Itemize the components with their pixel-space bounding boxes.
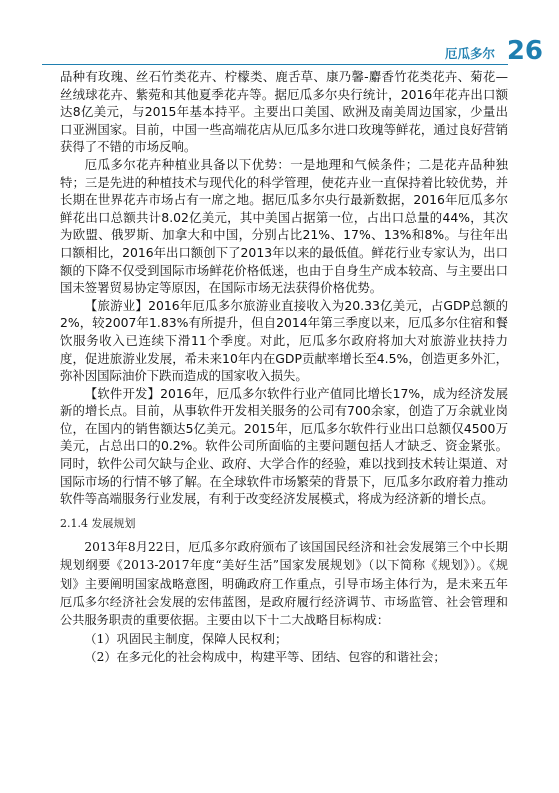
- header-divider: [42, 64, 508, 65]
- page-number: 26: [506, 36, 543, 66]
- list-item-goal-2: （2）在多元化的社会构成中，构建平等、团结、包容的和谐社会；: [84, 650, 446, 665]
- paragraph-flowers-continued: 品种有玫瑰、丝石竹类花卉、柠檬类、鹿舌草、康乃馨-麝香竹花类花卉、菊花—丝绒球花卉、紫菀和其他夏季花卉等。据厄瓜多尔央行统计，2016年花卉出口额达8亿美元，与2015年基本持平。主要出口美国、欧洲及南美周边国家，少量出口亚洲国家。目前，中国一些高端花店从厄瓜多尔进口玫瑰等鲜花，通过良好营销获得了不错的市场反响。: [60, 69, 508, 155]
- paragraph-software: 【软件开发】2016年，厄瓜多尔软件行业产值同比增长17%，成为经济发展新的增长点。目前，从事软件开发相关服务的公司有700余家，创造了万余就业岗位，在国内的销售额达5亿美元。2015年，厄瓜多尔软件行业出口总额仅4500万美元，占总出口的0.2%。软件公司所面临的主要问题包括人才缺乏、资金紧张。同时，软件公司欠缺与企业、政府、大学合作的经验，难以找到技术转让渠道、对国际市场的行情不够了解。在全球软件市场繁荣的背景下，厄瓜多尔政府着力推动软件等高端服务行业发展，有利于改变经济发展模式，将成为经济新的增长点。: [60, 385, 508, 507]
- paragraph-development-plan: 2013年8月22日，厄瓜多尔政府颁布了该国国民经济和社会发展第三个中长期规划纲要《2013-2017年度“美好生活”国家发展规划》（以下简称《规划》）。《规划》主要阐明国家战略意图，明确政府工作重点，引导市场主体行为，是未来五年厄瓜多尔经济社会发展的宏伟蓝图，是政府履行经济调节、市场监管、社会管理和公共服务职责的重要依据。主要由以下十二大战略目标构成：: [60, 539, 508, 628]
- section-heading: 2.1.4 发展规划: [60, 516, 136, 530]
- paragraph-tourism: 【旅游业】2016年厄瓜多尔旅游业直接收入为20.33亿美元，占GDP总额的2%，较2007年1.83%有所提升，但自2014年第三季度以来，厄瓜多尔住宿和餐饮服务收入已连续下滑11个季度。对此，厄瓜多尔政府将加大对旅游业扶持力度，促进旅游业发展，希未来10年内在GDP贡献率增长至4.5%，创造更多外汇，弥补因国际油价下跌而造成的国家收入损失。: [60, 297, 508, 384]
- page-body: [60, 68, 508, 667]
- list-item-goal-1: （1）巩固民主制度，保障人民权利；: [84, 631, 288, 646]
- running-title: 厄瓜多尔: [444, 46, 495, 61]
- paragraph-flower-advantages: 厄瓜多尔花卉种植业具备以下优势：一是地理和气候条件；二是花卉品种独特；三是先进的种植技术与现代化的科学管理，使花卉业一直保持着比较优势，并长期在世界花卉市场占有一席之地。据厄瓜多尔央行最新数据，2016年厄瓜多尔鲜花出口总额共计8.02亿美元，其中美国占据第一位，占出口总量的44%，其次为欧盟、俄罗斯、加拿大和中国，分别占比21%、17%、13%和8%。与往年出口额相比，2016年出口额创下了2013年以来的最低值。鲜花行业专家认为，出口额的下降不仅受到国际市场鲜花价格低迷，也由于自身生产成本较高、与主要出口国未签署贸易协定等原因，在国际市场无法获得价格优势。: [60, 156, 508, 296]
